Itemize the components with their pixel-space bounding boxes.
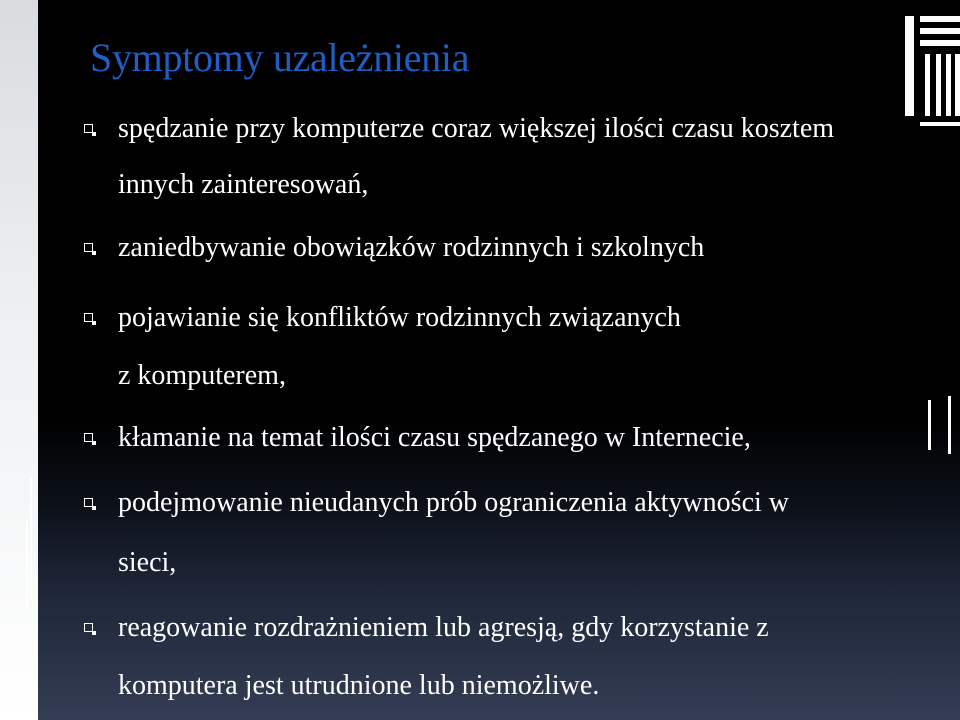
left-decorative-band xyxy=(0,0,38,720)
bullet-item-3-line-1: pojawianie się konfliktów rodzinnych związanych xyxy=(118,302,681,333)
bullet-item-2-line-1: zaniedbywanie obowiązków rodzinnych i szkolnych xyxy=(118,232,705,263)
bullet-item-5-line-2: sieci, xyxy=(118,547,177,578)
square-bullet-icon xyxy=(84,313,93,322)
bullet-item-6-line-1: reagowanie rozdrażnieniem lub agresją, gdy korzystanie z xyxy=(118,612,769,643)
bullet-item-1-line-2: innych zainteresowań, xyxy=(118,169,369,200)
bullet-item-4-line-1: kłamanie na temat ilości czasu spędzanego w Internecie, xyxy=(118,422,751,453)
bullet-item-5-line-1: podejmowanie nieudanych prób ograniczenia aktywności w xyxy=(118,487,790,518)
bullet-item-1-line-1: spędzanie przy komputerze coraz większej ilości czasu kosztem xyxy=(118,113,835,144)
square-bullet-icon xyxy=(84,243,93,252)
square-bullet-icon xyxy=(84,124,93,133)
square-bullet-icon xyxy=(84,433,93,442)
bullet-item-3-line-2: z komputerem, xyxy=(118,360,286,391)
slide-title: Symptomy uzależnienia xyxy=(90,35,470,80)
square-bullet-icon xyxy=(84,623,93,632)
square-bullet-icon xyxy=(84,498,93,507)
bullet-item-6-line-2: komputera jest utrudnione lub niemożliwe. xyxy=(118,670,600,701)
